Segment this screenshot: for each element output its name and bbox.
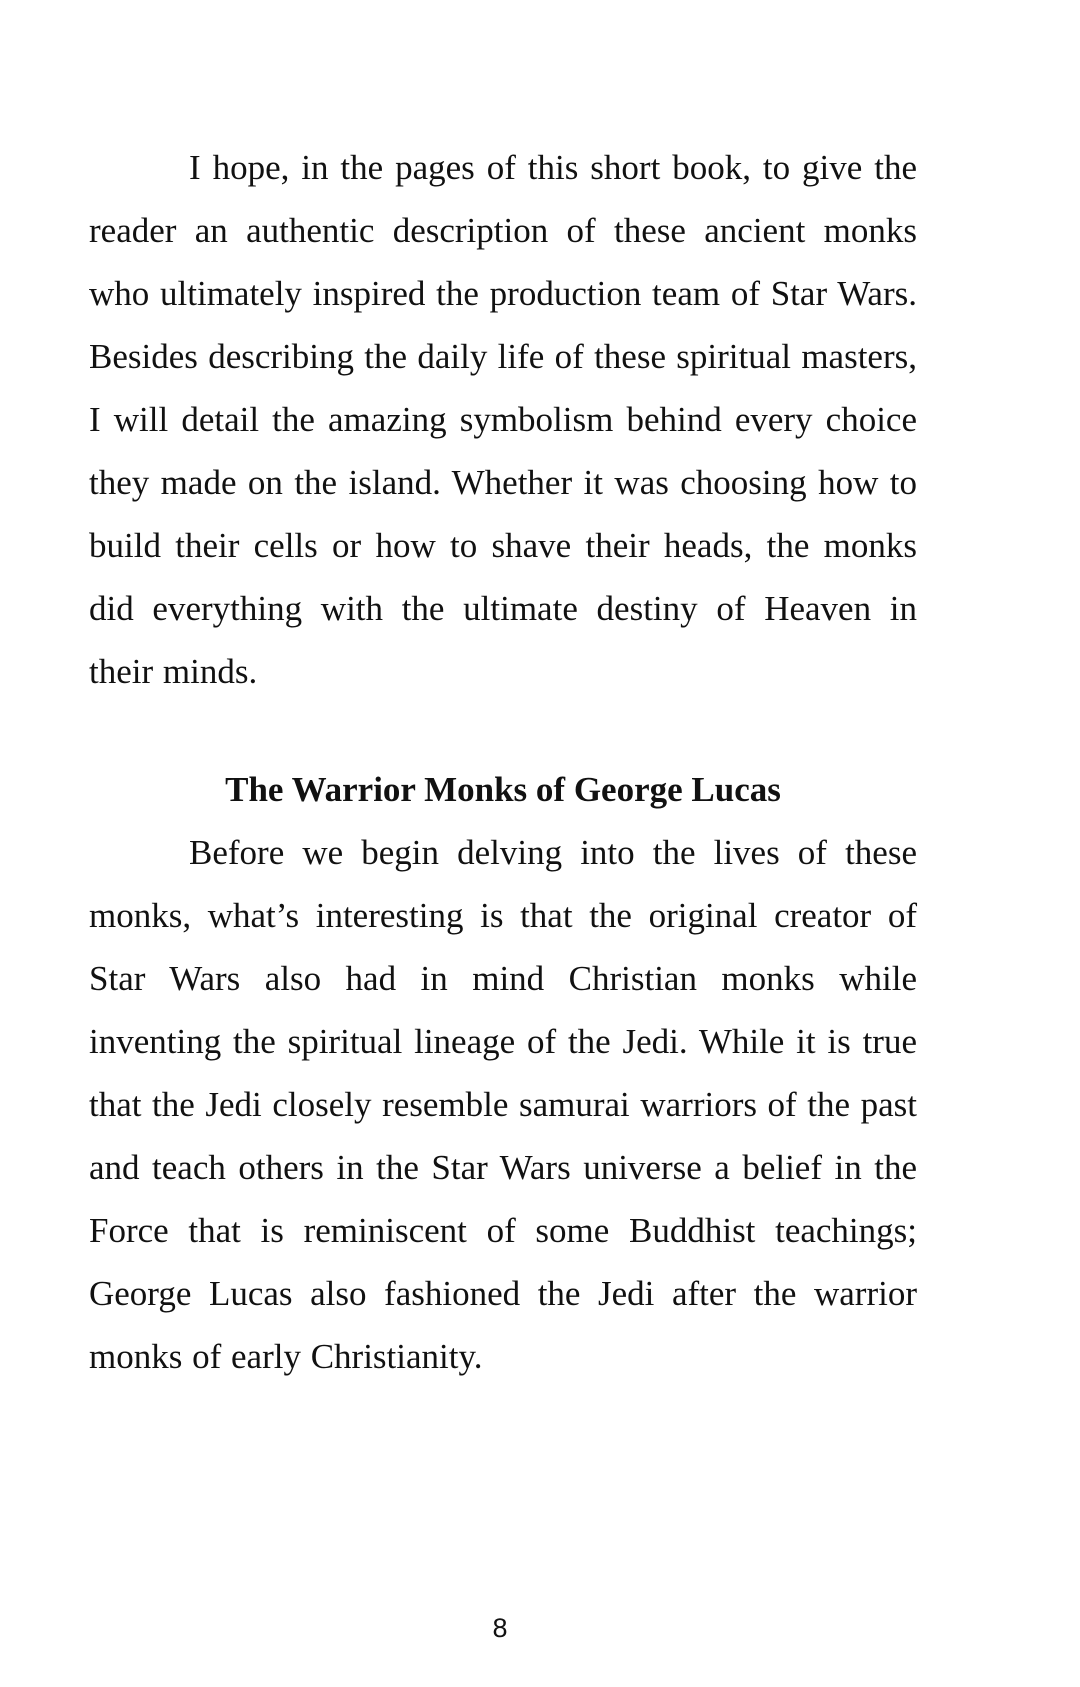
section-paragraph: Before we begin delving into the lives of these monks, what’s interesting is that the original creator of Star Wars also had in mind Christian monks while inventing the spiritual lineage of the Jedi. While it is true that the Jedi closely resemble samurai warriors of the past and teach others in the Star Wars universe a belief in the Force that is reminiscent of some Buddhist teachings; George Lucas also fashioned the Jedi after the warrior monks of early Christianity. — [89, 833, 917, 1376]
intro-paragraph: I hope, in the pages of this short book, to give the reader an authentic description of these ancient monks who ultimately inspired the production team of Star Wars. Besides describing the daily life of these spiritual masters, I will detail the amazing symbolism behind every choice they made on the island. Whether it was choosing how to build their cells or how to shave their heads, the monks did everything with the ultimate destiny of Heaven in their minds. — [89, 148, 917, 691]
section-heading: The Warrior Monks of George Lucas — [225, 770, 781, 809]
page-number: 8 — [492, 1613, 508, 1643]
page-body — [89, 136, 917, 1388]
